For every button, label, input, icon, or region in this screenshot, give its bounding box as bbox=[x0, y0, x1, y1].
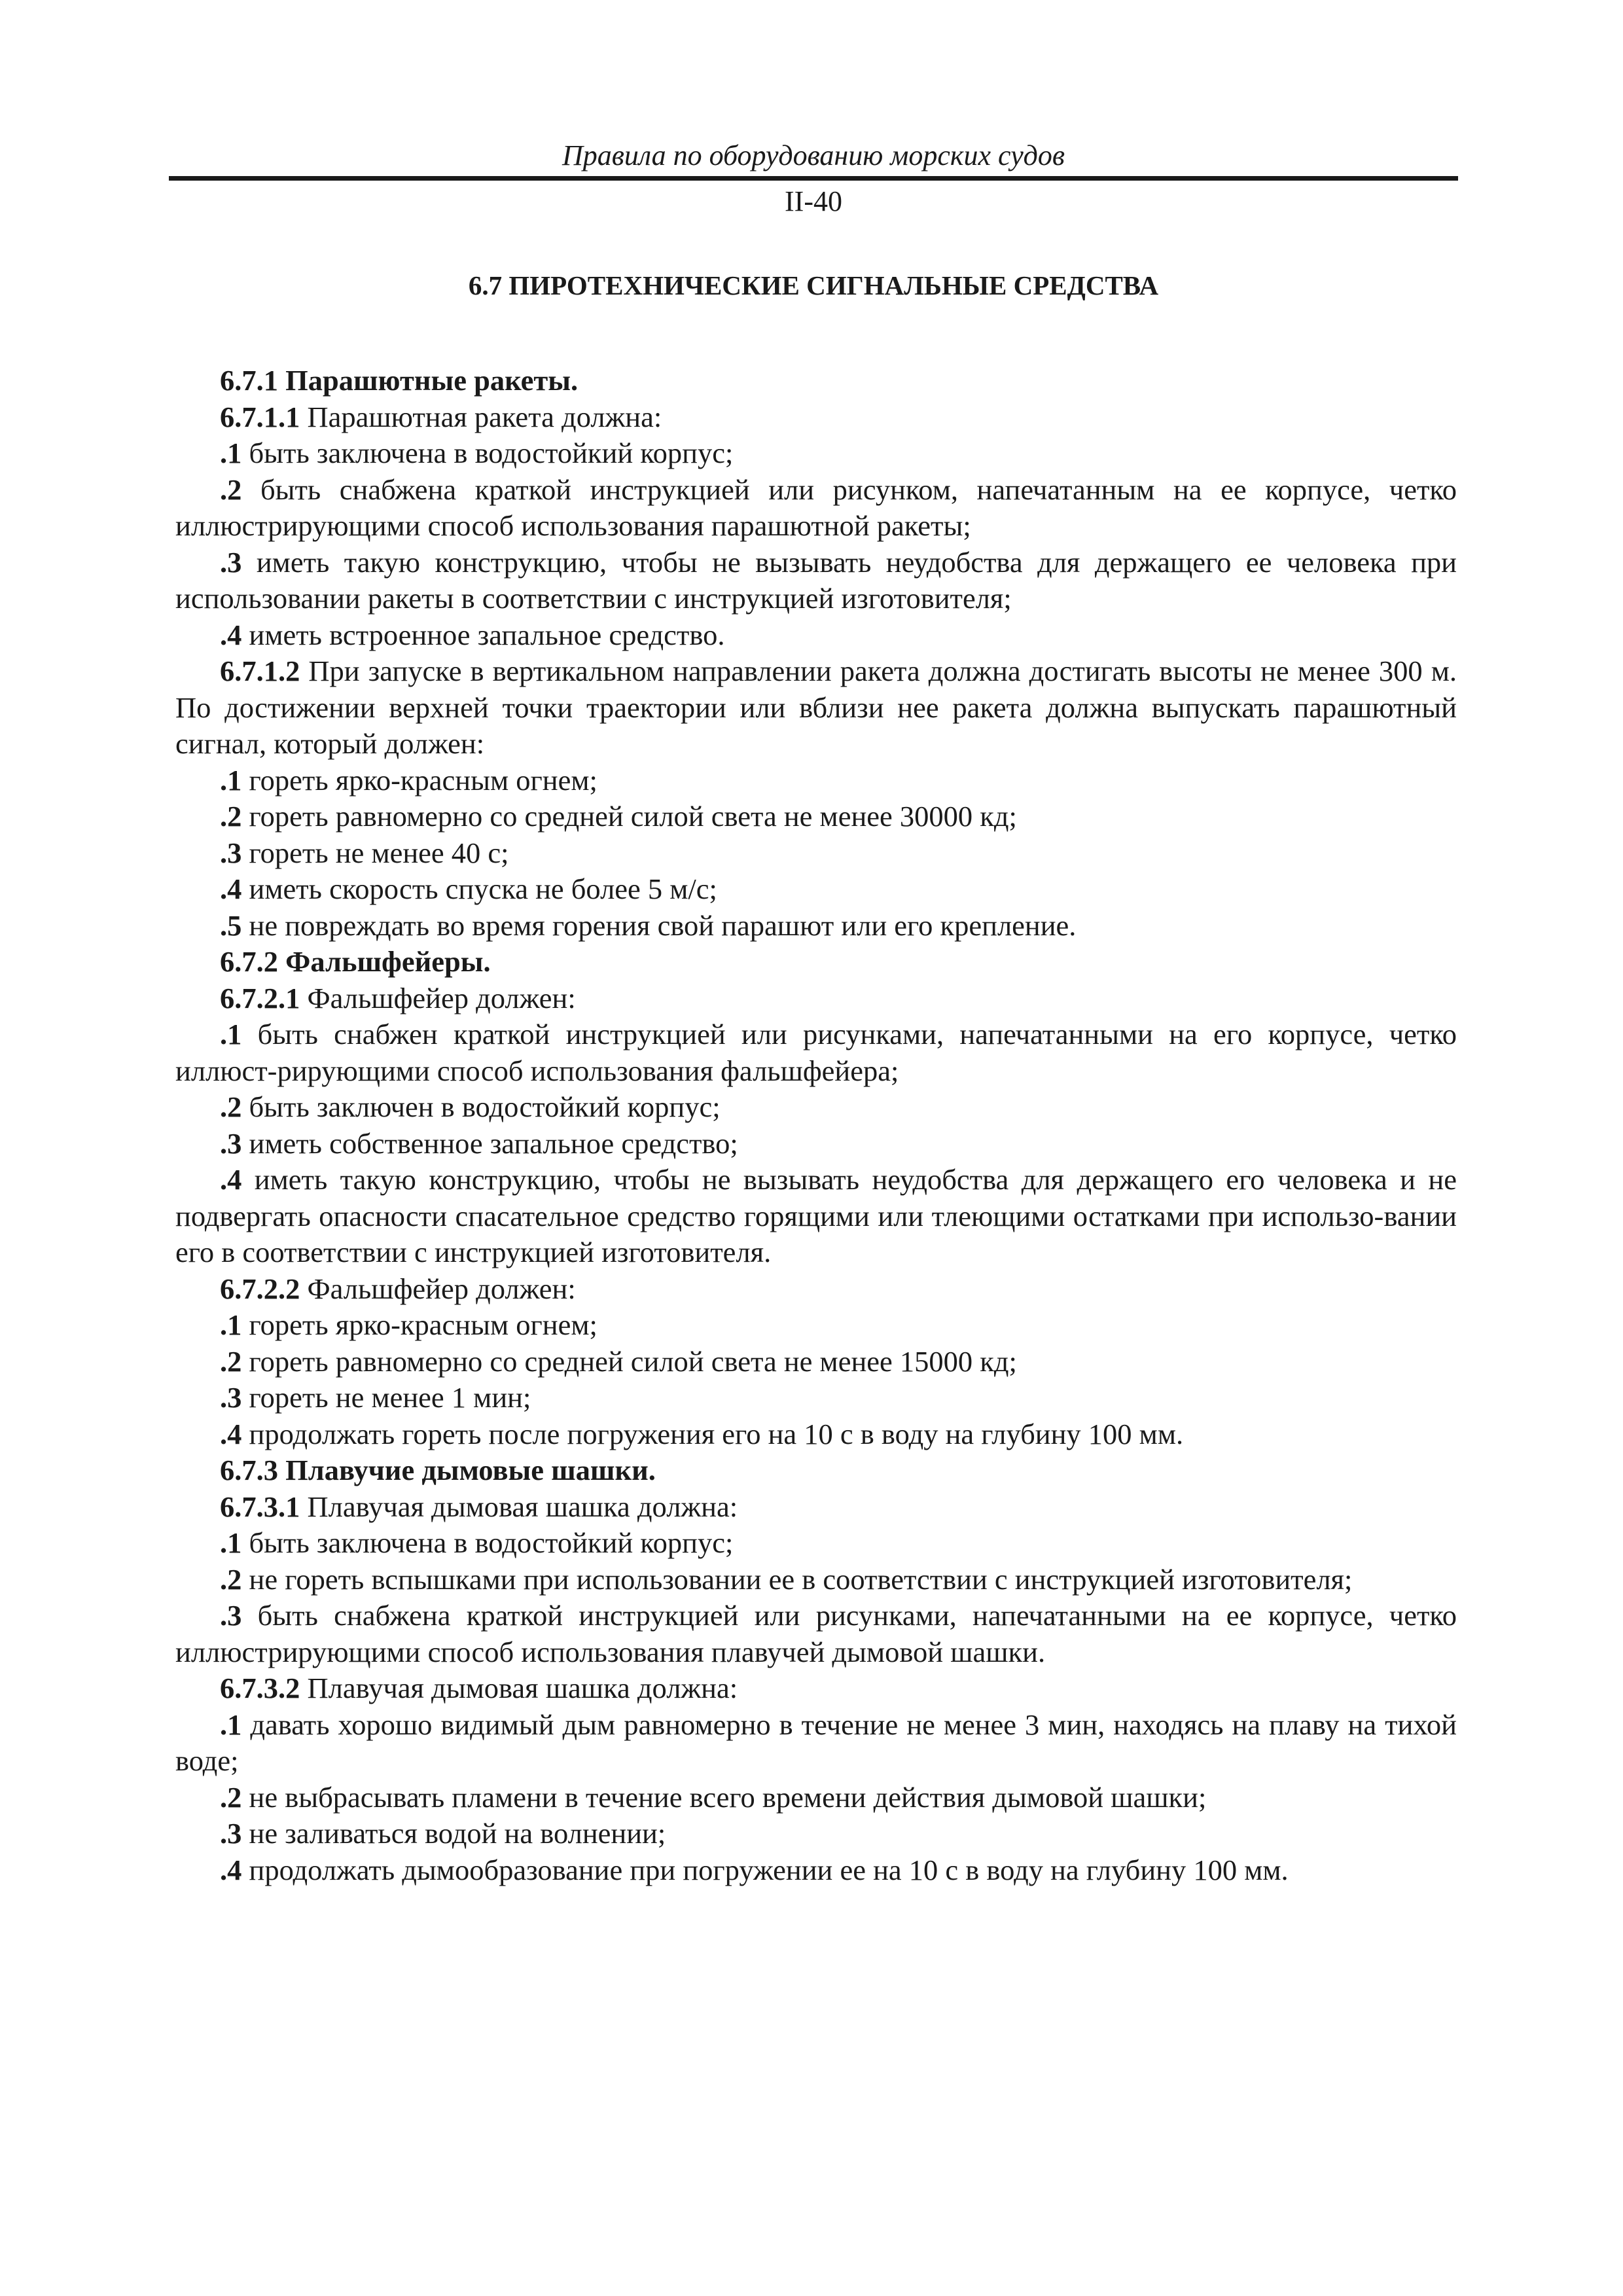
clause-text: быть снабжен краткой инструкцией или рисунками, напечатанными на его корпусе, четко иллюст-рирующими способ использования фальшфейера; bbox=[175, 1018, 1457, 1087]
body-text bbox=[175, 363, 1457, 1888]
clause-text: гореть ярко-красным огнем; bbox=[241, 763, 597, 797]
paragraph bbox=[175, 1344, 1457, 1380]
subsection-heading bbox=[175, 363, 1457, 399]
clause-number: 6.7.3.2 bbox=[220, 1672, 300, 1704]
clause-number: 6.7.2 bbox=[220, 945, 278, 978]
paragraph bbox=[175, 435, 1457, 472]
clause-number: .3 bbox=[220, 1126, 242, 1160]
paragraph bbox=[175, 1089, 1457, 1126]
clause-text: быть заключена в водостойкий корпус; bbox=[241, 437, 734, 469]
paragraph bbox=[175, 1852, 1457, 1889]
clause-number: .4 bbox=[220, 1163, 242, 1196]
paragraph bbox=[175, 980, 1457, 1017]
clause-text: продолжать гореть после погружения его на 10 с в воду на глубину 100 мм. bbox=[241, 1417, 1184, 1450]
clause-number: .1 bbox=[220, 1308, 242, 1341]
clause-number: .3 bbox=[220, 1599, 242, 1632]
clause-text: быть снабжена краткой инструкцией или рисунком, напечатанным на ее корпусе, четко иллюстрирующими способ использования парашютной ракеты; bbox=[175, 473, 1457, 542]
clause-text: давать хорошо видимый дым равномерно в течение не менее 3 мин, находясь на плаву на тихой воде; bbox=[175, 1708, 1457, 1777]
paragraph bbox=[175, 1380, 1457, 1416]
clause-text: гореть ярко-красным огнем; bbox=[241, 1308, 597, 1341]
clause-text: иметь собственное запальное средство; bbox=[241, 1126, 738, 1160]
clause-text: гореть не менее 40 с; bbox=[241, 836, 509, 869]
clause-number: .1 bbox=[220, 1526, 242, 1559]
clause-text: не гореть вспышками при использовании ее в соответствии с инструкцией изготовителя; bbox=[241, 1562, 1353, 1596]
clause-number: .2 bbox=[220, 473, 242, 506]
paragraph bbox=[175, 871, 1457, 908]
clause-text: быть заключена в водостойкий корпус; bbox=[241, 1526, 734, 1559]
clause-number: 6.7.1 bbox=[220, 364, 278, 397]
clause-number: 6.7.1.1 bbox=[220, 400, 300, 433]
clause-text: При запуске в вертикальном направлении ракета должна достигать высоты не менее 300 м. По достижении верхней точки траектории или вблизи нее ракета должна выпускать парашютный сигнал, который должен: bbox=[175, 655, 1457, 760]
clause-text: не повреждать во время горения свой парашют или его крепление. bbox=[241, 908, 1077, 942]
clause-text: Фальшфейер должен: bbox=[300, 981, 576, 1014]
clause-text: быть снабжена краткой инструкцией или рисунками, напечатанными на ее корпусе, четко иллюстрирующими способ использования плавучей дымовой шашки. bbox=[175, 1599, 1457, 1668]
subsection-heading bbox=[175, 1452, 1457, 1489]
clause-text: иметь скорость спуска не более 5 м/с; bbox=[241, 872, 717, 905]
paragraph bbox=[175, 399, 1457, 436]
paragraph bbox=[175, 1162, 1457, 1271]
subsection-title: Парашютные ракеты. bbox=[278, 364, 579, 397]
paragraph bbox=[175, 617, 1457, 654]
clause-number: 6.7.1.2 bbox=[220, 655, 300, 687]
clause-number: .2 bbox=[220, 1090, 242, 1123]
paragraph bbox=[175, 798, 1457, 835]
clause-number: 6.7.3.1 bbox=[220, 1490, 300, 1523]
clause-number: .2 bbox=[220, 1780, 242, 1814]
clause-text: Плавучая дымовая шашка должна: bbox=[300, 1672, 738, 1704]
subsection-title: Фальшфейеры. bbox=[278, 945, 491, 978]
clause-text: гореть равномерно со средней силой света не менее 30000 кд; bbox=[241, 800, 1017, 833]
paragraph bbox=[175, 1780, 1457, 1816]
clause-text: не выбрасывать пламени в течение всего времени действия дымовой шашки; bbox=[241, 1780, 1207, 1814]
paragraph bbox=[175, 1489, 1457, 1526]
clause-text: гореть равномерно со средней силой света не менее 15000 кд; bbox=[241, 1344, 1017, 1378]
paragraph bbox=[175, 1271, 1457, 1308]
clause-number: .4 bbox=[220, 1853, 242, 1886]
section-title: 6.7 ПИРОТЕХНИЧЕСКИЕ СИГНАЛЬНЫЕ СРЕДСТВА bbox=[468, 270, 1159, 300]
paragraph bbox=[175, 1598, 1457, 1670]
clause-text: Парашютная ракета должна: bbox=[300, 400, 662, 433]
paragraph bbox=[175, 835, 1457, 872]
paragraph bbox=[175, 908, 1457, 944]
clause-text: иметь встроенное запальное средство. bbox=[241, 618, 725, 651]
subsection-title: Плавучие дымовые шашки. bbox=[278, 1454, 656, 1486]
paragraph bbox=[175, 1562, 1457, 1598]
paragraph bbox=[175, 1307, 1457, 1344]
paragraph bbox=[175, 762, 1457, 799]
paragraph bbox=[175, 1525, 1457, 1562]
clause-number: 6.7.3 bbox=[220, 1454, 278, 1486]
clause-text: иметь такую конструкцию, чтобы не вызывать неудобства для держащего ее человека при использовании ракеты в соответствии с инструкцией изготовителя; bbox=[175, 545, 1457, 615]
clause-number: .2 bbox=[220, 1562, 242, 1596]
clause-text: не заливаться водой на волнении; bbox=[241, 1817, 666, 1850]
page-number: II-40 bbox=[785, 185, 842, 217]
clause-number: .3 bbox=[220, 1817, 242, 1850]
paragraph bbox=[175, 1416, 1457, 1453]
clause-number: .5 bbox=[220, 908, 242, 942]
clause-number: .3 bbox=[220, 545, 242, 579]
clause-text: продолжать дымообразование при погружении ее на 10 с в воду на глубину 100 мм. bbox=[241, 1853, 1289, 1886]
paragraph bbox=[175, 653, 1457, 762]
paragraph bbox=[175, 1126, 1457, 1162]
clause-number: .4 bbox=[220, 1417, 242, 1450]
subsection-heading bbox=[175, 944, 1457, 980]
clause-text: гореть не менее 1 мин; bbox=[241, 1381, 531, 1414]
clause-number: .1 bbox=[220, 437, 242, 469]
clause-number: .4 bbox=[220, 618, 242, 651]
clause-number: .2 bbox=[220, 800, 242, 833]
running-title: Правила по оборудованию морских судов bbox=[562, 139, 1065, 171]
clause-number: .1 bbox=[220, 763, 242, 797]
clause-text: Плавучая дымовая шашка должна: bbox=[300, 1490, 738, 1523]
paragraph bbox=[175, 1707, 1457, 1780]
paragraph bbox=[175, 1816, 1457, 1852]
clause-text: быть заключен в водостойкий корпус; bbox=[241, 1090, 721, 1123]
paragraph bbox=[175, 1016, 1457, 1089]
header-rule bbox=[169, 176, 1458, 181]
clause-number: .4 bbox=[220, 872, 242, 905]
paragraph bbox=[175, 1670, 1457, 1707]
clause-number: .1 bbox=[220, 1018, 242, 1050]
clause-text: Фальшфейер должен: bbox=[300, 1272, 576, 1305]
clause-number: .1 bbox=[220, 1708, 242, 1741]
paragraph bbox=[175, 472, 1457, 545]
clause-number: .3 bbox=[220, 836, 242, 869]
clause-text: иметь такую конструкцию, чтобы не вызывать неудобства для держащего его человека и не подвергать опасности спасательное средство горящими или тлеющими остатками при использо-вании его в соответствии с инструкцией изготовителя. bbox=[175, 1163, 1457, 1268]
clause-number: .3 bbox=[220, 1381, 242, 1414]
clause-number: .2 bbox=[220, 1344, 242, 1378]
clause-number: 6.7.2.2 bbox=[220, 1272, 300, 1305]
paragraph bbox=[175, 545, 1457, 617]
clause-number: 6.7.2.1 bbox=[220, 981, 300, 1014]
